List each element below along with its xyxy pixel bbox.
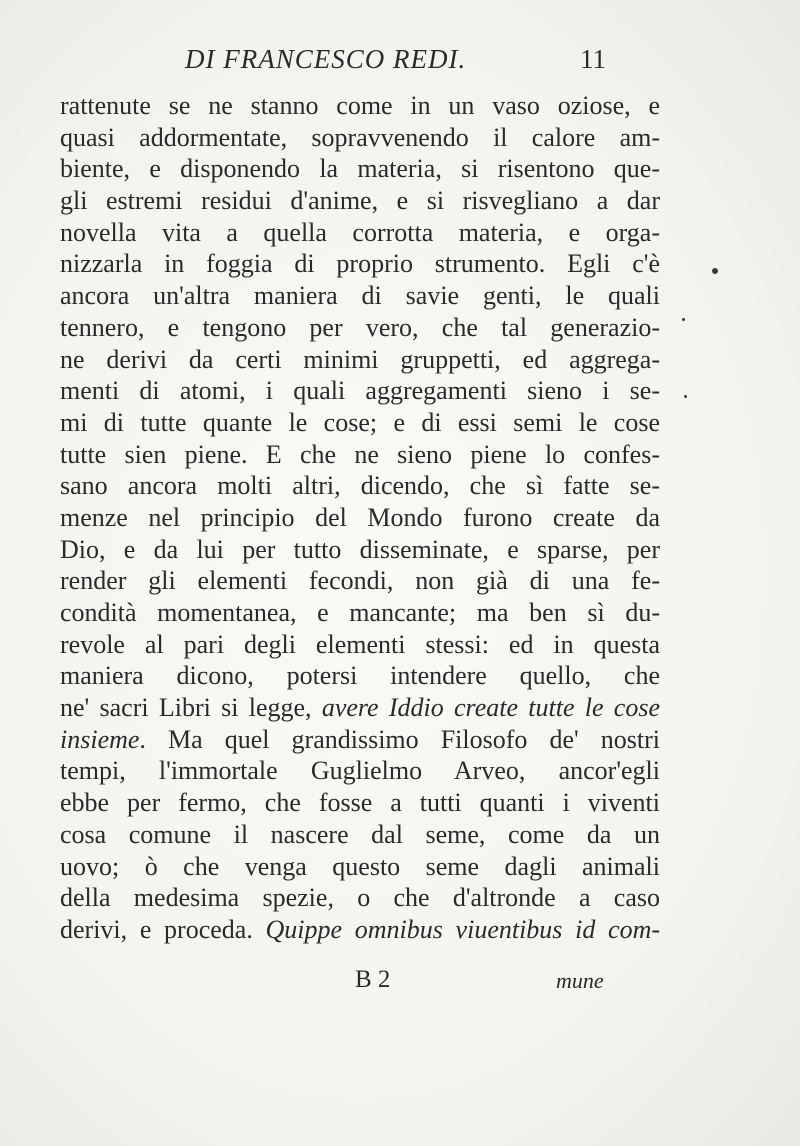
text-roman: ne' sacri Libri si legge, [60,693,312,723]
text-line: rattenute se ne stanno come in un vaso oziose, e [60,91,660,120]
text-roman: derivi, e proceda. [60,914,253,944]
signature-mark: B 2 [355,966,391,993]
text-line: maniera dicono, potersi intendere quello, che [60,661,660,691]
text-line: quasi addormentate, sopravvenendo il calore am- [60,122,660,152]
ink-speck [712,268,718,274]
text-line-mixed [60,914,660,946]
text-line: ebbe per fermo, che fosse a tutti quanti i viventi [60,788,660,818]
catchword: mune [556,968,604,993]
latin-quotation: insieme [60,724,140,754]
text-line: della medesima spezie, o che d'altronde a caso [60,883,660,913]
text-line: nizzarla in foggia di proprio strumento. Egli c'è [60,249,660,279]
text-line: mi di tutte quante le cose; e di essi semi le cose [60,407,660,437]
text-line: gli estremi residui d'anime, e si risvegliano a dar [60,186,660,216]
text-line: menti di atomi, i quali aggregamenti sieno i se- [60,376,660,406]
text-roman: . Ma quel grandissimo Filosofo de' nostri [139,724,660,754]
ink-speck [684,395,687,398]
text-line: novella vita a quella corrotta materia, e orga- [60,217,660,247]
latin-quotation: Quippe omnibus viuentibus id com- [265,914,660,944]
text-line-mixed [60,692,660,724]
text-line: tennero, e tengono per vero, che tal generazio- [60,312,660,342]
text-line: ne derivi da certi minimi gruppetti, ed aggrega- [60,344,660,374]
text-line: revole al pari degli elementi stessi: ed in questa [60,629,660,659]
body-text [60,90,660,946]
page-header [175,44,625,84]
text-line: menze nel principio del Mondo furono create da [60,502,660,532]
text-line: sano ancora molti altri, dicendo, che sì fatte se- [60,471,660,501]
text-line: tempi, l'immortale Guglielmo Arveo, ancor'egli [60,756,660,786]
text-line: tutte sien piene. E che ne sieno piene lo confes- [60,439,660,469]
page-number: 11 [580,44,606,74]
page-footer [60,966,660,1006]
text-line: cosa comune il nascere dal seme, come da un [60,819,660,849]
text-line: render gli elementi fecondi, non già di una fe- [60,566,660,596]
text-line: uovo; ò che venga questo seme dagli animali [60,851,660,881]
text-line: condità momentanea, e mancante; ma ben sì du- [60,598,660,627]
text-line-mixed [60,724,660,756]
text-line: Dio, e da lui per tutto disseminate, e sparse, per [60,534,660,564]
text-line: ancora un'altra maniera di savie genti, le quali [60,281,660,311]
text-line: biente, e disponendo la materia, si risentono que- [60,154,660,184]
ink-speck [682,318,685,321]
latin-quotation: avere Iddio create tutte le cose [321,693,661,723]
running-head: DI FRANCESCO REDI. [185,44,467,74]
